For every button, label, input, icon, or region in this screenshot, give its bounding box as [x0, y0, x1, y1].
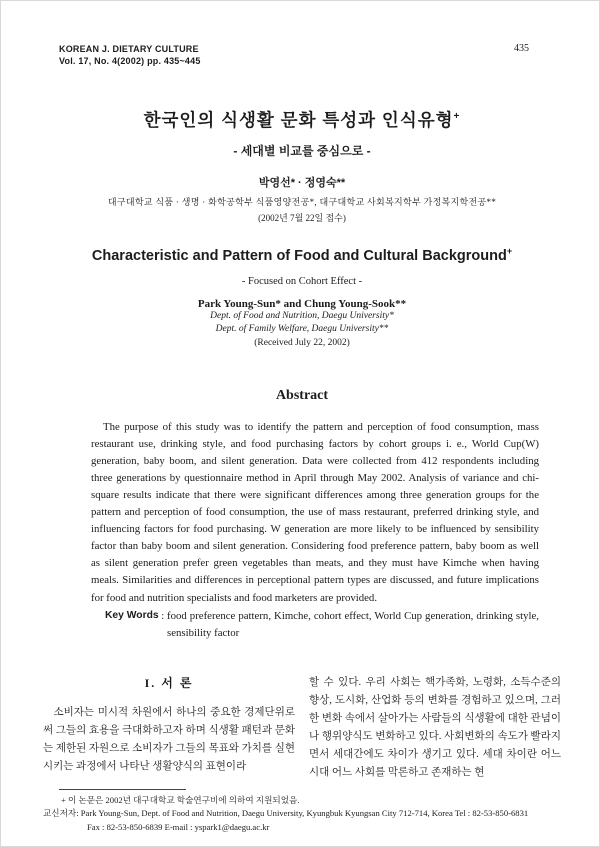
journal-name: KOREAN J. DIETARY CULTURE: [59, 44, 199, 54]
authors-english: Park Young-Sun* and Chung Young-Sook**: [197, 298, 407, 311]
keywords-line: [105, 608, 539, 642]
title-korean: [43, 107, 561, 132]
keywords-text: food preference pattern, Kimche, cohort effect, World Cup generation, drinking style, sensibility factor: [167, 609, 539, 639]
journal-info: [59, 43, 201, 67]
abstract-text: The purpose of this study was to identify the pattern and perception of food consumption, mass restaurant use, drinking style, and food purchasing factors by cohort groups i. e., World Cup(W) generation, baby boom, and silent generation. Data were collected from 412 respondents including three generations by questionnaire method in April through May 2002. Analysis of variance and chi-square results indicate that there were significant differences among three generation groups for the pattern and perception of food consumption, the use of mass restaurant, preferred drinking style, and influencing factors for food purchasing. W generation are more likely to be influenced by sensibility factor than baby boom and silent generation. Considering food preference pattern, baby boom as well as silent generation prefer green vegetables than meats, and they must have Kimche when having meals. Similarities and differences in perceptional pattern types are discussed, and future implications for food and nutrition specialists and food marketers are provided.: [91, 421, 539, 604]
footnote-divider: [59, 789, 186, 790]
subtitle-english: - Focused on Cohort Effect -: [241, 276, 363, 288]
authors-korean: 박영선* · 정영숙**: [258, 177, 346, 190]
left-column: [43, 674, 295, 782]
affiliation-english-2: Dept. of Family Welfare, Daegu University**: [215, 324, 389, 335]
received-date-korean: (2002년 7월 22일 접수): [258, 213, 346, 224]
title-korean-text: 한국인의 식생활 문화 특성과 인식유형: [143, 110, 454, 131]
title-korean-superscript: +: [453, 111, 461, 123]
body-paragraph-right: 할 수 있다. 우리 사회는 핵가족화, 노령화, 소득수준의 향상, 도시화, 산업화 등의 변화를 경험하고 있으며, 그러한 변화 속에서 살아가는 사람들의 식생활에 대한 관념이나 행위양식도 변화하고 있다. 사회변화의 속도가 빨라지면서 세대간에도 차이가 생기고 있다. 세대 차이란 어느 시대 어느 사회를 막론하고 존재하는 현: [309, 676, 561, 778]
subtitle-korean: - 세대별 비교를 중심으로 -: [233, 144, 371, 159]
footnotes: [43, 794, 561, 834]
title-english-text: Characteristic and Pattern of Food and Cultural Background: [91, 248, 507, 265]
keywords-label: Key Words: [105, 609, 159, 621]
section-heading-introduction: I. 서 론: [144, 675, 194, 690]
received-date-english: (Received July 22, 2002): [254, 337, 350, 348]
title-english-superscript: +: [506, 246, 513, 257]
journal-volume: Vol. 17, No. 4(2002) pp. 435~445: [59, 56, 201, 67]
abstract-heading: Abstract: [275, 388, 329, 404]
footnote-corresponding-author: 교신저자: Park Young-Sun, Dept. of Food and Nutrition, Daegu University, Kyungbuk Kyungsan City 712-714, Korea Tel : 82-53-850-6831: [43, 808, 529, 819]
footnote-funding: + 이 논문은 2002년 대구대학교 학술연구비에 의하여 지원되었음.: [61, 794, 300, 805]
keywords-separator: :: [158, 609, 168, 622]
page-number: 435: [514, 43, 529, 54]
body-columns: [43, 674, 561, 782]
footnote-contact-details: Fax : 82-53-850-6839 E-mail : yspark1@daegu.ac.kr: [87, 821, 270, 832]
journal-header: [59, 43, 561, 67]
right-column: [309, 674, 561, 782]
affiliation-english-1: Dept. of Food and Nutrition, Daegu University*: [210, 311, 394, 322]
title-english: [43, 246, 561, 264]
affiliation-korean: 대구대학교 식품 · 생명 · 화학공학부 식품영양전공*, 대구대학교 사회복지학부 가정복지학전공**: [107, 197, 497, 208]
body-paragraph-left: 소비자는 미시적 차원에서 하나의 중요한 경제단위로써 그들의 효용을 극대화하고자 하며 식생활 패턴과 문화는 제한된 자원으로 소비자가 그들의 목표와 가치를 실현시키는 과정에서 나타난 생활양식의 표현이라: [43, 706, 295, 772]
